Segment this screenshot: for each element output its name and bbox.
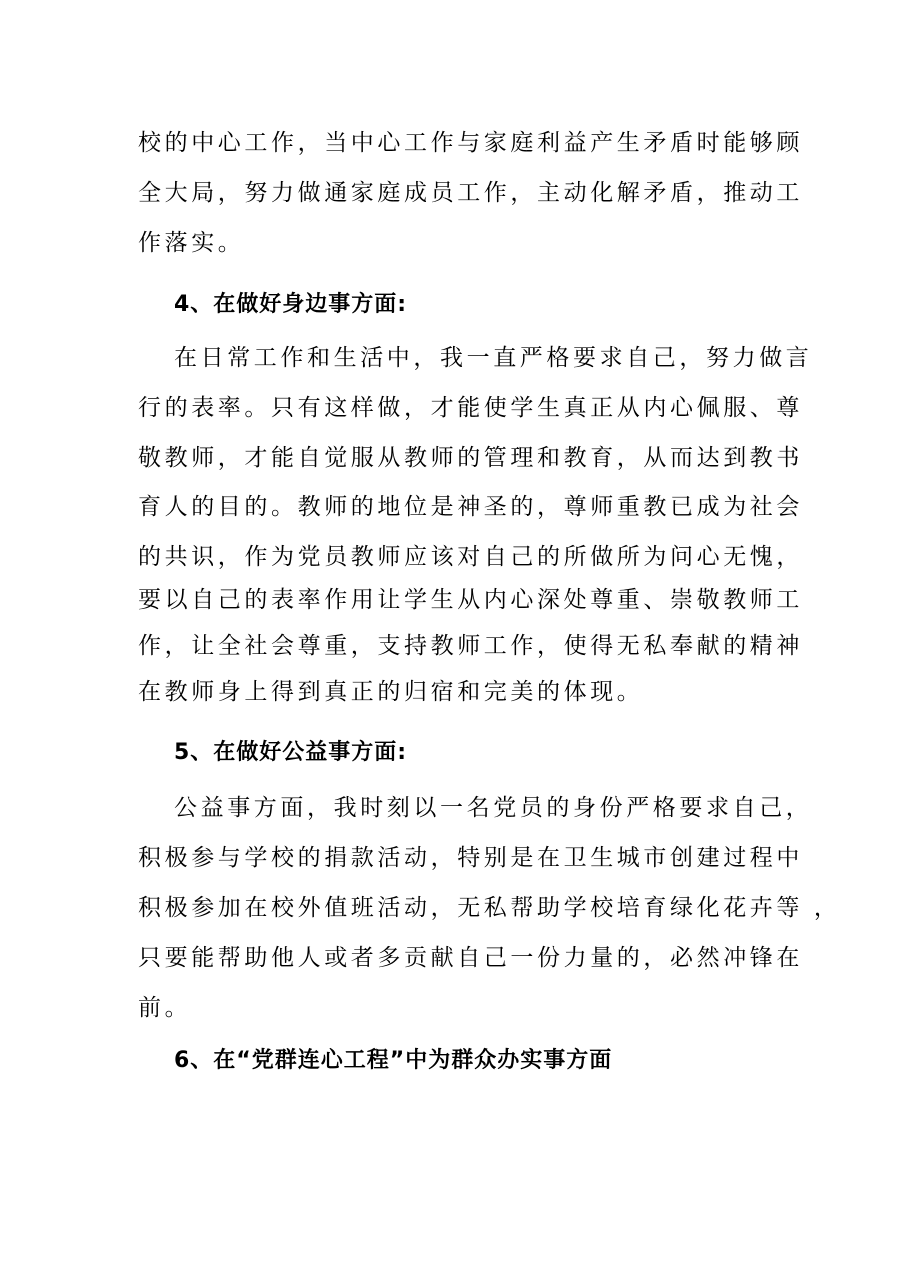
paragraph-line: 作落实。 (138, 230, 245, 256)
paragraph-line: 校的中心工作，当中心工作与家庭利益产生矛盾时能够顾 (138, 130, 803, 156)
paragraph-line: 作，让全社会尊重，支持教师工作，使得无私奉献的精神 (138, 633, 803, 659)
paragraph-line: 在教师身上得到真正的归宿和完美的体现。 (138, 679, 644, 705)
paragraph-line: 育人的目的。教师的地位是神圣的，尊师重教已成为社会 (138, 494, 803, 520)
paragraph-line: 要以自己的表率作用让学生从内心深处尊重、崇敬教师工 (138, 587, 803, 613)
paragraph-line: 行的表率。只有这样做，才能使学生真正从内心佩服、尊 (138, 395, 803, 421)
paragraph-line: 只要能帮助他人或者多贡献自己一份力量的，必然冲锋在 (138, 945, 803, 971)
paragraph-line: 全大局，努力做通家庭成员工作，主动化解矛盾，推动工 (138, 180, 803, 206)
paragraph-line: 积极参与学校的捐款活动，特别是在卫生城市创建过程中 (138, 845, 803, 871)
paragraph-line: 积极参加在校外值班活动，无私帮助学校培育绿化花卉等 ， (138, 895, 841, 921)
section-heading-6: 6、在“党群连心工程”中为群众办实事方面 (174, 1048, 613, 1073)
paragraph-line: 的共识，作为党员教师应该对自己的所做所为问心无愧， (138, 544, 803, 570)
paragraph-line: 公益事方面，我时刻以一名党员的身份严格要求自己， (174, 795, 813, 821)
section-heading-4: 4、在做好身边事方面: (174, 292, 408, 317)
paragraph-line: 前。 (138, 995, 192, 1021)
paragraph-line: 敬教师，才能自觉服从教师的管理和教育，从而达到教书 (138, 445, 803, 471)
section-heading-5: 5、在做好公益事方面: (174, 740, 408, 765)
paragraph-line: 在日常工作和生活中，我一直严格要求自己，努力做言 (174, 345, 813, 371)
